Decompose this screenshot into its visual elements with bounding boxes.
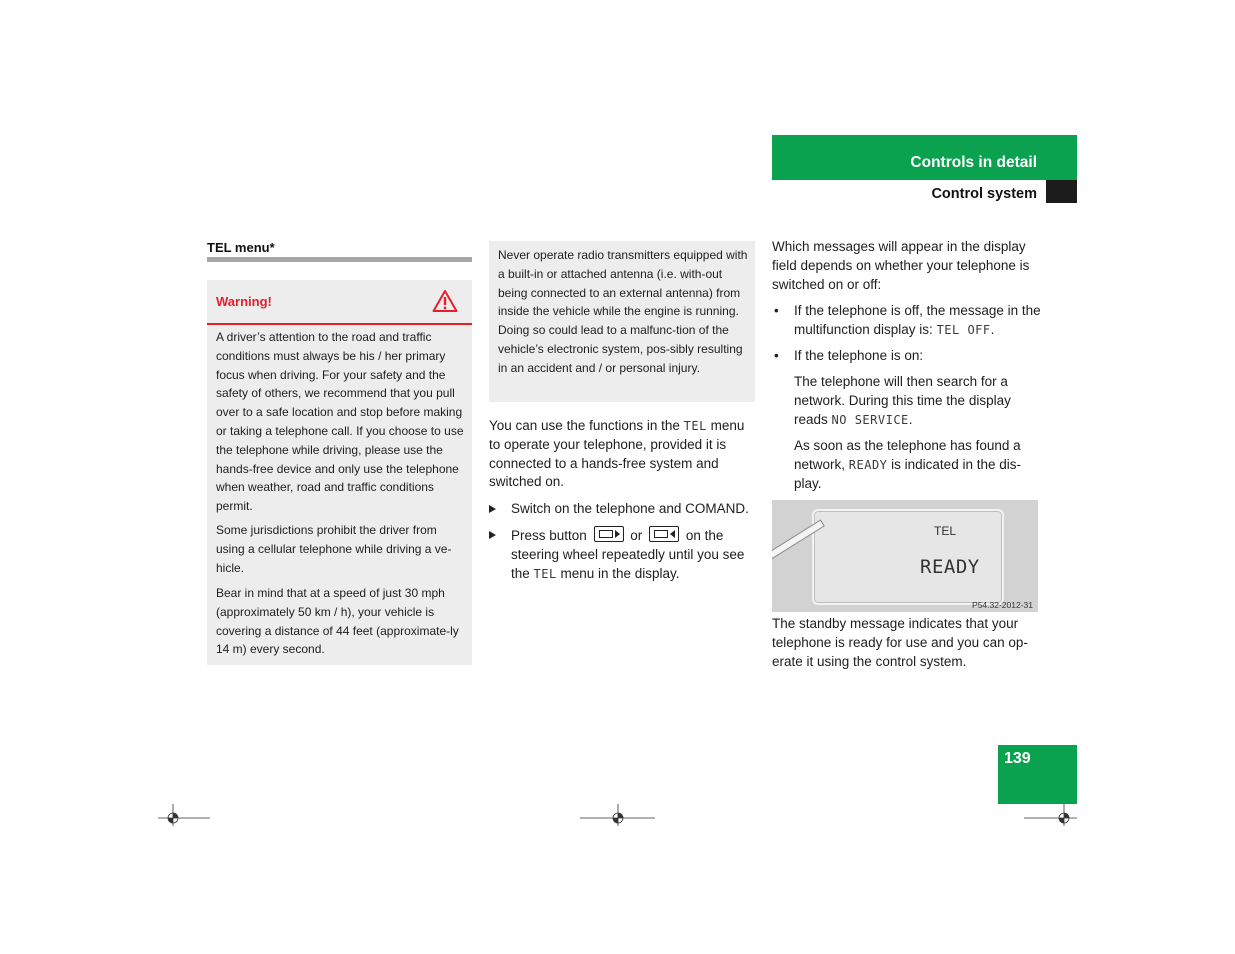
step-2-tel-code: TEL [533,566,557,581]
found-text-b: is indicated in the dis-play. [794,456,1021,491]
tel-code: TEL [683,419,707,433]
bullet-1-text: If the telephone is off, the message in the multifunction display is: [794,303,1041,337]
crop-mark-right [1024,802,1078,826]
no-service-code: NO SERVICE [831,412,909,427]
found-paragraph [794,437,1039,493]
crop-mark-left [158,802,212,826]
search-paragraph [794,373,1039,429]
display-next-button-icon [594,526,624,542]
display-figure [772,500,1038,612]
tel-menu-heading: TEL menu* [207,240,275,255]
intro-text-after: menu to operate your telephone, provided it is connected to a hands-free system and switched on. [489,418,745,490]
subsection-title: Control system [931,186,1037,202]
display-prev-button-icon [649,526,679,542]
bullet-dot: • [774,348,779,363]
header-marker-block [1046,180,1077,203]
search-text: The telephone will then search for a network. During this time the display reads [794,374,1011,427]
intro-text-before: You can use the functions in the [489,418,684,433]
step-2-text-a: Press button [511,528,591,543]
warning-title: Warning! [216,294,272,309]
bullet-1-end: . [990,321,995,337]
display-ready-label: READY [920,556,980,578]
heading-rule [207,257,472,262]
ready-code: READY [848,457,888,472]
section-title: Controls in detail [910,154,1037,171]
messages-intro: Which messages will appear in the display field depends on whether your telephone is switched on or off: [772,239,1030,292]
step-2-text-b: on the steering wheel repeatedly until you see the [511,528,745,581]
figure-code: P54.32-2012-31 [972,600,1033,610]
step-1-text: Switch on the telephone and COMAND. [511,501,749,516]
page-number: 139 [1004,750,1031,767]
tel-off-code: TEL OFF [936,322,991,337]
step-2-or: or [626,528,647,543]
step-1 [489,500,755,519]
found-text-a: As soon as the telephone has found a network, [794,438,1021,472]
intro-paragraph [489,417,755,492]
step-2 [489,526,755,583]
crop-mark-center [580,802,656,826]
bullet-telephone-on [772,347,1042,366]
warning-paragraph-3: Bear in mind that at a speed of just 30 mph (approximately 50 km / h), your vehicle is covering a distance of 44 feet (approximate-ly 14 m) every second. [216,586,459,657]
standby-paragraph: The standby message indicates that your telephone is ready for use and you can op-erate it using the control system. [772,616,1028,669]
warning-paragraph-1: A driver’s attention to the road and traffic conditions must always be his / her primary focus when driving. For your safety and the safety of others, we recommend that you pull over to a safe location and stop before making or taking a telephone call. If you choose to use the telephone while driving, please use the hands-free device and only use the telephone when weather, road and traffic conditions permit. [216,330,464,514]
bullet-dot: • [774,303,779,318]
step-arrow-icon [489,505,496,513]
multifunction-display [812,509,1004,605]
search-end: . [908,411,913,427]
step-2-text-c: menu in the display. [556,565,680,581]
bullet-telephone-off [772,302,1042,340]
step-2-text [511,526,755,583]
display-tel-label: TEL [934,524,957,538]
warning-paragraph-2: Some jurisdictions prohibit the driver from using a cellular telephone while driving a ve-hicle. [216,523,452,575]
bullet-2-text: If the telephone is on: [794,348,924,363]
warning-triangle-icon [432,289,458,313]
step-arrow-icon [489,531,496,539]
note-text: Never operate radio transmitters equipped with a built-in or attached antenna (i.e. with-out being connected to an external antenna) from inside the vehicle while the engine is running. Doing so could lead to a malfunc-tion of the vehicle’s electronic system, pos-sibly resulting in an accident and / or personal injury. [498,248,748,375]
warning-rule [207,323,472,325]
